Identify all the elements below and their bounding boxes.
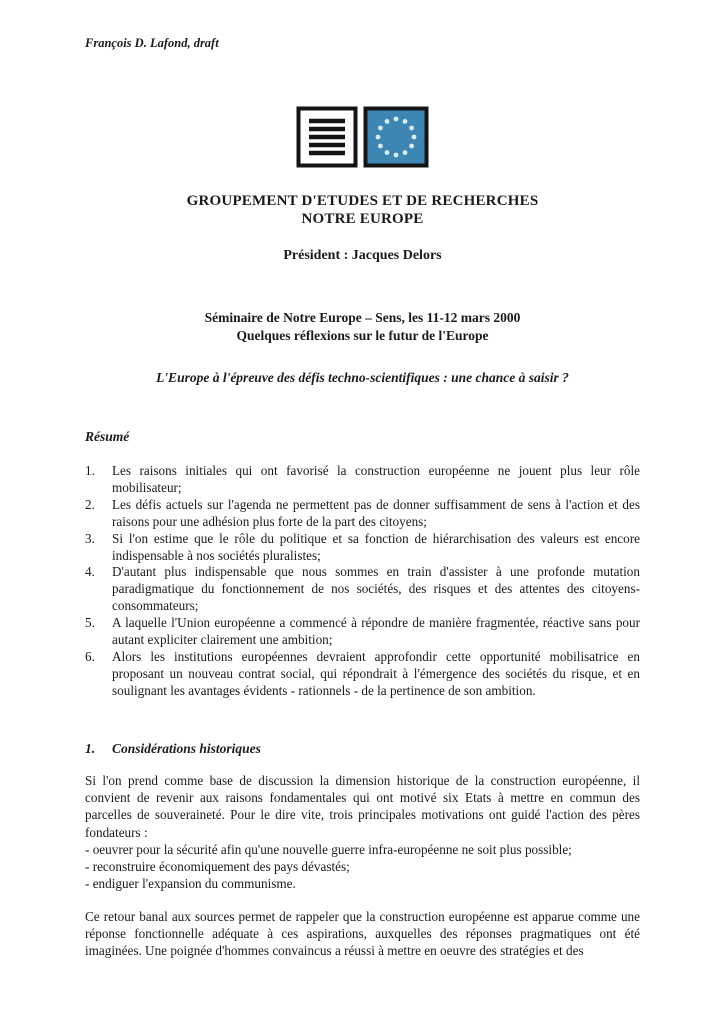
section-heading [85, 740, 640, 757]
list-item [85, 531, 640, 565]
seminar-line2: Quelques réflexions sur le futur de l'Europe [236, 327, 489, 343]
dash-item: - endiguer l'expansion du communisme. [85, 876, 296, 892]
list-item-text: Alors les institutions européennes devraient approfondir cette opportunité mobilisatrice en proposant un nouveau contrat social, qui répondrait à l'émergence des sociétés du risque, et en soulignant les avantages évidents - rationnels - de la pertinence de son ambition. [112, 648, 640, 698]
list-item-number: 1. [85, 463, 95, 478]
org-title-line2: NOTRE EUROPE [301, 211, 424, 227]
eu-flag-icon [363, 106, 429, 168]
president-line: Président : Jacques Delors [283, 248, 442, 263]
list-item-number: 2. [85, 496, 95, 512]
list-item [85, 463, 640, 497]
list-item [85, 615, 640, 649]
list-item [85, 497, 640, 531]
list-item-number: 4. [85, 564, 95, 580]
section-number: 1. [85, 740, 96, 756]
dash-list [85, 841, 640, 893]
resume-list [85, 463, 640, 700]
list-item-number: 3. [85, 530, 95, 546]
dash-item: - reconstruire économiquement des pays dévastés; [85, 859, 350, 875]
resume-heading: Résumé [85, 429, 130, 444]
seminar-title [85, 309, 640, 344]
body-paragraph: Ce retour banal aux sources permet de rappeler que la construction européenne est apparue comme une réponse fonctionnelle adéquate à ces aspirations, auxquelles des réponses pragmatiques ont été imaginées. Une poignée d'hommes convaincus a réussi à mettre en oeuvre des stratégies et des [85, 908, 640, 959]
list-item-text: A laquelle l'Union européenne a commencé à répondre de manière fragmentée, réactive sans pour autant expliciter clairement une ambition; [112, 615, 640, 648]
document-lines-icon [296, 106, 358, 168]
list-item-text: D'autant plus indispensable que nous sommes en train d'assister à une profonde mutation paradigmatique du fonctionnement de nos sociétés, des risques et des attentes des citoyens-consommateurs; [112, 564, 640, 614]
list-item-text: Si l'on estime que le rôle du politique et sa fonction de hiérarchisation des valeurs est encore indispensable à nos sociétés pluralistes; [112, 530, 640, 563]
notre-europe-logo [85, 105, 640, 169]
seminar-line1: Séminaire de Notre Europe – Sens, les 11-12 mars 2000 [204, 310, 521, 325]
dash-item: - oeuvrer pour la sécurité afin qu'une nouvelle guerre infra-européenne ne soit plus possible; [85, 841, 572, 857]
org-title-line1: GROUPEMENT D'ETUDES ET DE RECHERCHES [186, 193, 539, 209]
list-item [85, 649, 640, 700]
thesis-title: L'Europe à l'épreuve des défis techno-scientifiques : une chance à saisir ? [156, 370, 569, 385]
list-item-number: 5. [85, 615, 95, 631]
list-item [85, 564, 640, 615]
section-title: Considérations historiques [112, 740, 261, 756]
author-line: François D. Lafond, draft [85, 36, 219, 50]
body-paragraph: Si l'on prend comme base de discussion la dimension historique de la construction européenne, il convient de revenir aux raisons fondamentales qui ont motivé six Etats à mettre en commun des parcelles de souveraineté. Pour le dire vite, trois principales motivations ont guidé l'action des pères fondateurs : [85, 772, 640, 840]
organization-title [85, 192, 640, 228]
list-item-text: Les raisons initiales qui ont favorisé la construction européenne ne jouent plus leur rôle mobilisateur; [112, 463, 640, 495]
list-item-text: Les défis actuels sur l'agenda ne permettent pas de donner suffisamment de sens à l'action et des raisons pour une adhésion plus forte de la part des citoyens; [112, 496, 640, 529]
list-item-number: 6. [85, 648, 95, 664]
